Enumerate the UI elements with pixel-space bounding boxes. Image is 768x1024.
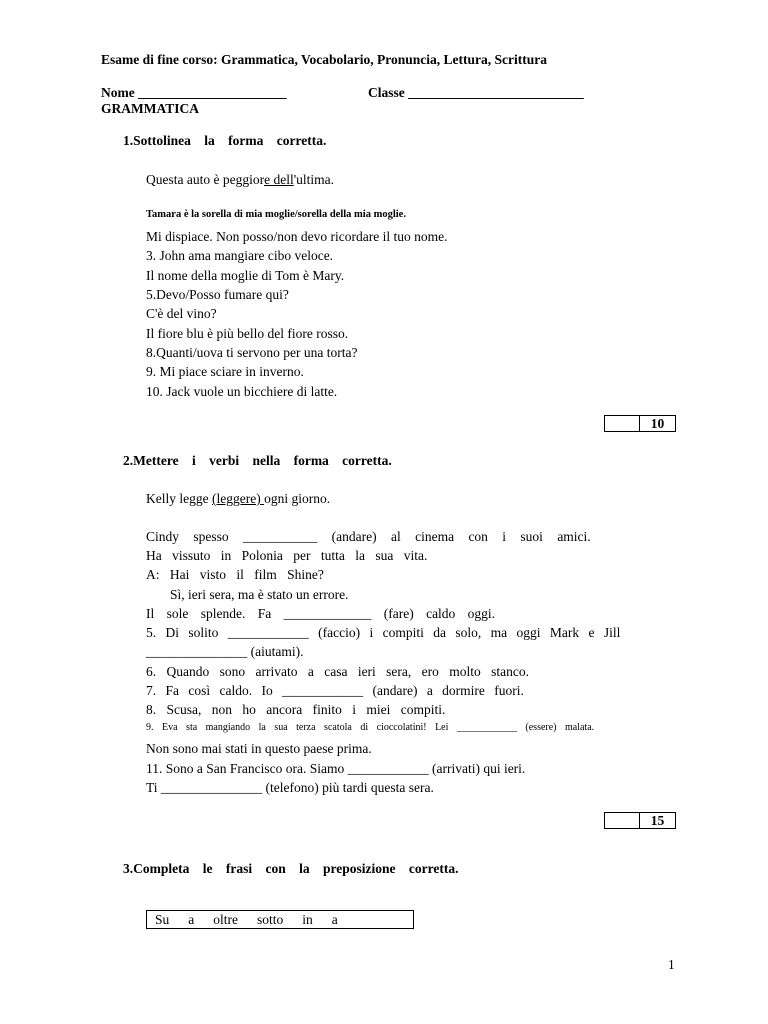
section2-item: Il sole splende. Fa _____________ (fare) caldo oggi. [146,606,496,621]
section1-example [146,172,334,188]
example-text-before: Questa auto è peggior [146,172,265,187]
section2-item: 11. Sono a San Francisco ora. Siamo ____________ (arrivati) qui ieri. [146,761,526,776]
section1-item: Mi dispiace. Non posso/non devo ricordare il tuo nome. [146,229,448,244]
preposition-word: oltre [213,911,239,927]
section2-item: 7. Fa così caldo. Io ____________ (andare) a dormire fuori. [146,683,524,698]
example-text-underlined: (leggere) [211,491,265,506]
preposition-word: sotto [257,911,284,927]
section1-title: 1.Sottolinea la forma corretta. [123,133,327,148]
preposition-word: a [188,911,195,927]
section2-item: Ti _______________ (telefono) più tardi questa sera. [146,780,434,795]
section3-title: 3.Completa le frasi con la preposizione corretta. [123,861,459,876]
section2-example [146,491,330,507]
section1-item: 5.Devo/Posso fumare qui? [146,287,289,302]
example-text-after: ogni giorno. [264,491,331,506]
preposition-word: Su [155,911,170,927]
exam-title: Esame di fine corso: Grammatica, Vocabolario, Pronuncia, Lettura, Scrittura [101,52,547,67]
section1-item: 8.Quanti/uova ti servono per una torta? [146,345,358,360]
section2-item: 6. Quando sono arrivato a casa ieri sera, ero molto stanco. [146,664,530,679]
page-number: 1 [668,957,675,972]
section2-item: Ha vissuto in Polonia per tutta la sua vita. [146,548,428,563]
section2-item: 9. Eva sta mangiando la sua terza scatola di cioccolatini! Lei ____________ (essere) malata. [146,722,595,733]
section1-item: Il fiore blu è più bello del fiore rosso. [146,326,349,341]
section1-score-box [604,415,676,432]
section1-item: 9. Mi piace sciare in inverno. [146,364,304,379]
section1-item: C'è del vino? [146,306,217,321]
section2-item: _______________ (aiutami). [146,644,304,659]
section1-item: 10. Jack vuole un bicchiere di latte. [146,384,338,399]
score-entry-cell[interactable] [605,416,640,431]
section2-item: 8. Scusa, non ho ancora finito i miei compiti. [146,702,446,717]
preposition-word-box [146,910,414,929]
section2-item: Cindy spesso ___________ (andare) al cinema con i suoi amici. [146,529,591,544]
preposition-word: a [331,911,338,927]
example-text-before: Kelly legge [146,491,212,506]
score-entry-cell[interactable] [605,813,640,828]
example-text-after: 'ultima. [293,172,335,187]
section2-title: 2.Mettere i verbi nella forma corretta. [123,453,392,468]
score-max-value: 15 [650,813,665,828]
section2-item: Non sono mai stati in questo paese prima. [146,741,372,756]
section1-item: Tamara è la sorella di mia moglie/sorella della mia moglie. [146,209,406,220]
section2-score-box [604,812,676,829]
section1-item: Il nome della moglie di Tom è Mary. [146,268,345,283]
example-text-underlined: e dell [264,172,294,187]
section1-item: 3. John ama mangiare cibo veloce. [146,248,334,263]
section2-item: Sì, ieri sera, ma è stato un errore. [170,587,349,602]
section2-item: A: Hai visto il film Shine? [146,567,324,582]
score-max-value: 10 [650,416,665,431]
grammar-heading: GRAMMATICA [101,101,199,116]
name-field-label: Nome ______________________ [101,85,287,100]
section2-item: 5. Di solito ____________ (faccio) i compiti da solo, ma oggi Mark e Jill [146,625,621,640]
class-field-label: Classe __________________________ [368,85,584,100]
preposition-word: in [302,911,313,927]
